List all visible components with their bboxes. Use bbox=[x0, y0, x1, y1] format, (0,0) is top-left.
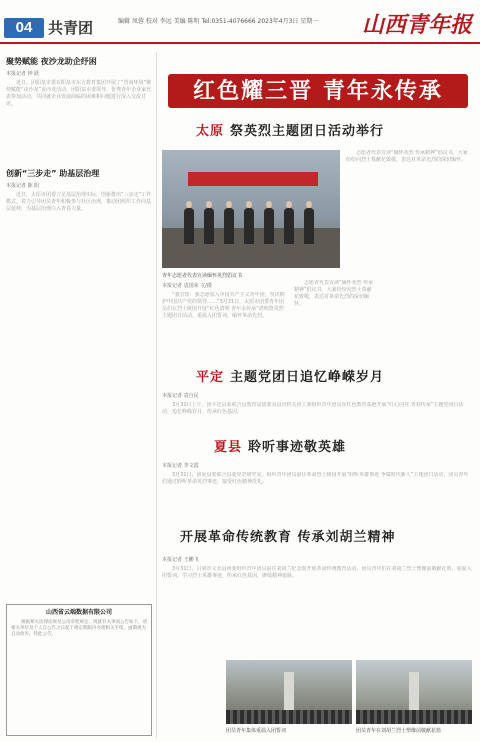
article-body: 志愿者代表宣读“缅怀英烈 传承精神”倡议书，大家纷纷向烈士墓献花致敬，表达对革命先烈的深切缅怀。 bbox=[294, 280, 374, 307]
section-headline-wenshui: 开展革命传统教育 传承刘胡兰精神 bbox=[180, 530, 396, 545]
photo-banner bbox=[188, 172, 318, 186]
banner-title: 红色耀三晋 青年永传承 bbox=[193, 78, 443, 104]
photo-statue bbox=[409, 672, 419, 712]
article-title: 创新“三步走” 助基层治理 bbox=[6, 169, 100, 178]
article-body: 近日，团阳泉市委在阳泉市东方教育集团开展了“营商环境”聚势赋能“夜沙龙”夜沙龙活动，团阳泉市委领导、优秀青年企业家代表参加活动，共同就企业发展面临的困难和问题进行深入交流讨论。 bbox=[6, 80, 152, 107]
section-headline-taiyuan bbox=[196, 120, 384, 139]
article-byline: 本报记者 王鹏飞 bbox=[162, 557, 199, 563]
article-body: 3月31日上午，团平定县委联合县教育局团委及县直机关团工委组织青年团员在红色教育基地开展“红心向党 青春传承”主题党团日活动，追忆峥嵘岁月，传承红色基因。 bbox=[162, 402, 464, 415]
page-number: 04 bbox=[4, 18, 44, 38]
notice-body: 根据相关法律法规及公司章程规定，现就有关事项公告如下，请相关单位及个人自公告之日起于规定期限内办理相关手续，逾期视为自动放弃。特此公告。 bbox=[11, 620, 147, 637]
photo-caption: 青年志愿者代表宣读缅怀英烈倡议书 bbox=[162, 273, 243, 279]
photo-monument bbox=[284, 672, 294, 712]
photo-person bbox=[264, 208, 274, 244]
column-divider bbox=[156, 52, 157, 738]
notice-title: 山西省云端数据有限公司 bbox=[45, 609, 112, 616]
edition-meta: 编辑 凤蓉 校对 李远 美编 陈明 Tel:0351-4076666 2023年4月3日 星期一 bbox=[118, 18, 319, 25]
article-byline: 本报记者 李文霞 bbox=[162, 463, 199, 469]
photo-caption: 团员青年集体重温入团誓词 bbox=[226, 728, 287, 734]
article-body: 近日，太原市团委立足基层治理实际，创新推出“三步走”工作模式，着力引导团员青年积极参与社区治理，推动团组织工作向基层延伸，为基层治理注入青春力量。 bbox=[6, 192, 152, 212]
headline-text: 主题党团日追忆峥嵘岁月 bbox=[230, 370, 385, 385]
photo-crowd bbox=[226, 710, 352, 724]
section-name: 共青团 bbox=[48, 19, 94, 37]
theme-banner bbox=[168, 74, 468, 108]
public-notice-box bbox=[6, 604, 152, 736]
news-photo-ceremony bbox=[162, 150, 340, 268]
section-headline-pingding bbox=[196, 366, 384, 385]
photo-person bbox=[224, 208, 234, 244]
headline-text: 祭英烈主题团日活动举行 bbox=[230, 124, 385, 139]
article-byline: 本报记者 钟 跃 bbox=[6, 71, 40, 77]
article-title: 聚势赋能 夜沙龙助企纾困 bbox=[6, 57, 97, 66]
section-headline-xiaxian bbox=[214, 436, 346, 455]
article-body: 3月31日，吕梁市文水县团委组织青年团员前往刘胡兰纪念馆开展革命传统教育活动，团员青年们在刘胡兰烈士塑像前敬献花篮，重温入团誓词，学习烈士英雄事迹，传承红色基因，赓续精神血脉。 bbox=[162, 566, 472, 579]
photo-crowd bbox=[356, 710, 472, 724]
news-photo-statue bbox=[356, 660, 472, 724]
headline-place: 太原 bbox=[196, 124, 225, 139]
photo-person bbox=[184, 208, 194, 244]
masthead bbox=[0, 0, 480, 44]
headline-place: 平定 bbox=[196, 370, 225, 385]
article-byline: 本报记者 袁国荣 文/摄 bbox=[162, 283, 212, 289]
article-byline: 本报记者 陈 阳 bbox=[6, 183, 40, 189]
article-body: 3月31日，团夏县委联合县委党史研究室，组织青年团员前往革命烈士陵园开展“聆听英雄事迹 争做时代新人”主题团日活动，团员青年们通过聆听革命英烈事迹，接受红色精神洗礼。 bbox=[162, 472, 469, 485]
headline-text: 聆听事迹敬英雄 bbox=[248, 440, 347, 455]
article-body: “我宣誓：我志愿加入中国共产主义青年团，坚决拥护中国共产党的领导……”3月31日，太原市团委青年团员们在烈士陵园开展“红色清明 青年永传承”清明祭英烈主题团日活动，重温入团誓词，缅怀革命先烈。 bbox=[162, 292, 285, 319]
photo-person bbox=[204, 208, 214, 244]
article-body: 志愿者代表宣读“缅怀英烈 传承精神”倡议书，大家纷纷向烈士墓献花致敬，表达对革命先烈的深切缅怀。 bbox=[346, 150, 468, 163]
paper-logo: 山西青年报 bbox=[361, 12, 472, 38]
article-byline: 本报记者 袁自民 bbox=[162, 393, 199, 399]
photo-person bbox=[284, 208, 294, 244]
photo-person bbox=[304, 208, 314, 244]
news-photo-oath bbox=[226, 660, 352, 724]
photo-person bbox=[244, 208, 254, 244]
photo-caption: 团员青年在刘胡兰烈士塑像前敬献花篮 bbox=[356, 728, 442, 734]
headline-place: 夏县 bbox=[214, 440, 243, 455]
